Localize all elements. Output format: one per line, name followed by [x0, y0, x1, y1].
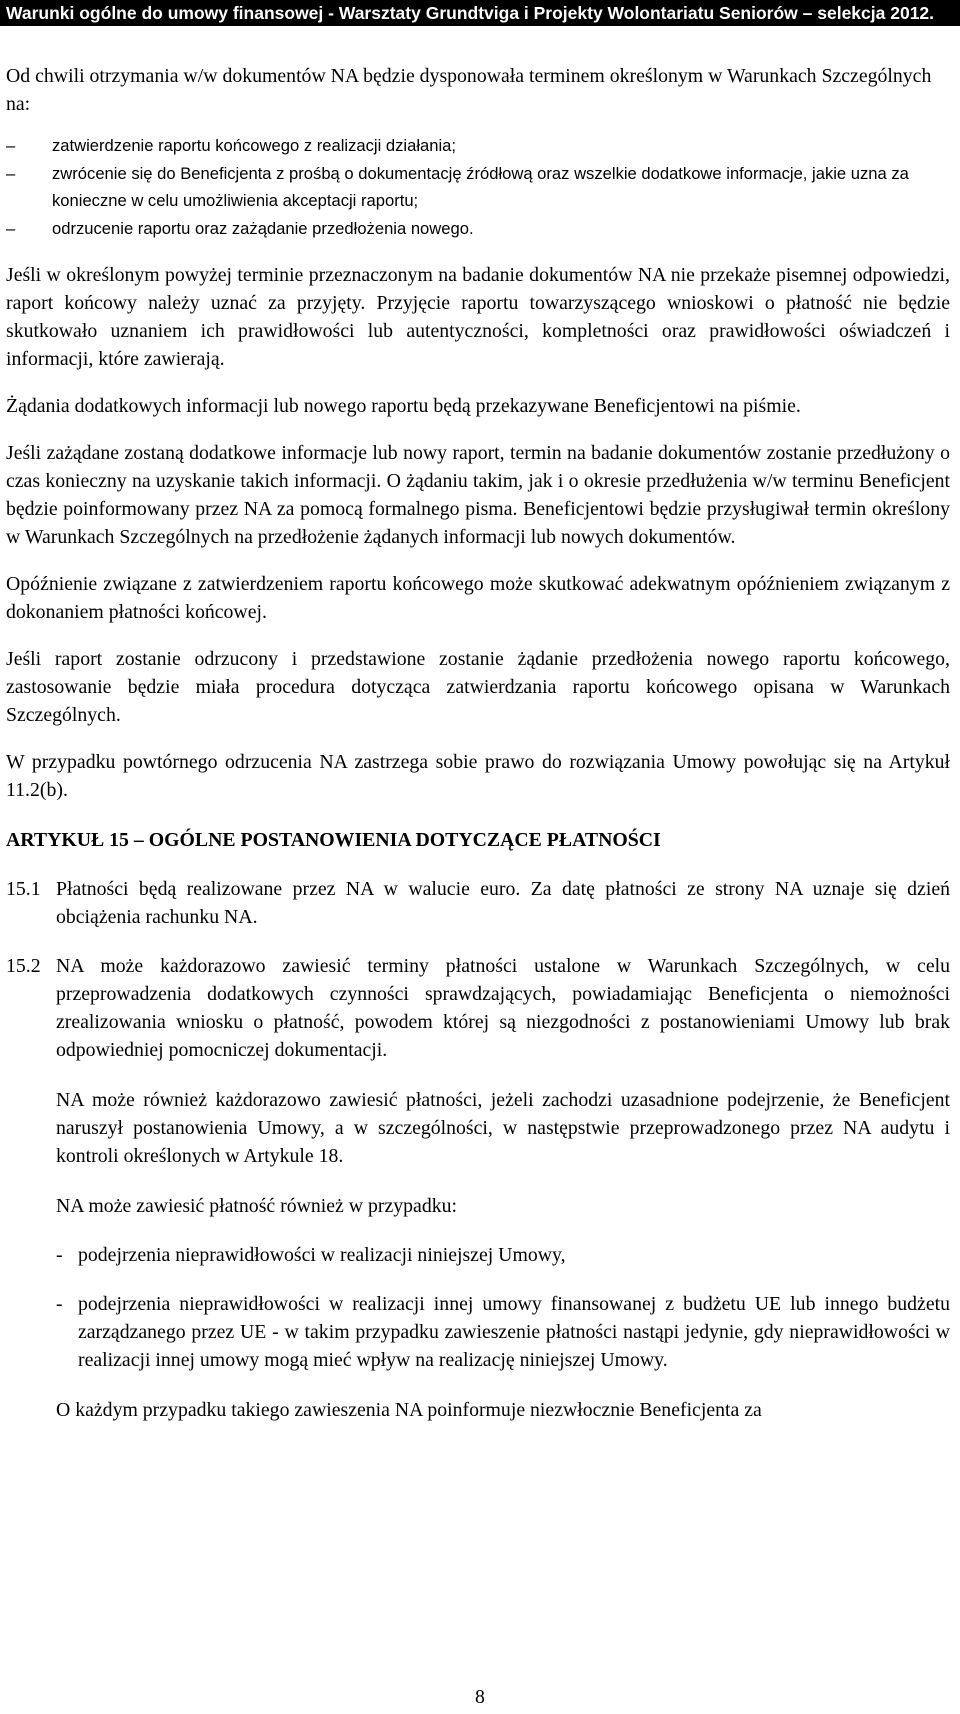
section-text: Płatności będą realizowane przez NA w walucie euro. Za datę płatności ze strony NA uznaje się dzień obciążenia rachunku NA.: [56, 878, 950, 928]
page-number: 8: [475, 1686, 485, 1708]
paragraph-acceptance: Jeśli w określonym powyżej terminie przeznaczonym na badanie dokumentów NA nie przekaże pisemnej odpowiedzi, raport końcowy należy uznać za przyjęty. Przyjęcie raportu towarzyszącego wnioskowi o płatność nie będzie skutkowało uznaniem ich prawidłowości lub autentyczności, kompletności oraz prawidłowości oświadczeń i informacji, które zawierają.: [6, 264, 950, 370]
intro-lead: Od chwili otrzymania w/w dokumentów NA będzie dysponowała terminem określonym w Warunkach Szczególnych na:: [6, 65, 932, 115]
paragraph-rejection: Jeśli raport zostanie odrzucony i przedstawione zostanie żądanie przedłożenia nowego raportu końcowego, zastosowanie będzie miała procedura dotycząca zatwierdzania raportu końcowego opisana w Warunkach Szczególnych.: [6, 648, 950, 726]
article-heading: ARTYKUŁ 15 – OGÓLNE POSTANOWIENIA DOTYCZĄCE PŁATNOŚCI: [6, 829, 661, 851]
section-15-2-paragraph-3: NA może zawiesić płatność również w przypadku:: [56, 1195, 457, 1217]
section-number: 15.2: [6, 955, 41, 977]
suspension-case-text: podejrzenia nieprawidłowości w realizacji niniejszej Umowy,: [78, 1244, 566, 1266]
section-15-2: [6, 952, 950, 1064]
header-title: Warunki ogólne do umowy finansowej - Warsztaty Grundtviga i Projekty Wolontariatu Seniorów – selekcja 2012.: [6, 3, 935, 23]
paragraph-termination: W przypadku powtórnego odrzucenia NA zastrzega sobie prawo do rozwiązania Umowy powołując się na Artykuł 11.2(b).: [6, 751, 950, 801]
paragraph-delay: Opóźnienie związane z zatwierdzeniem raportu końcowego może skutkować adekwatnym opóźnieniem związanym z dokonaniem płatności końcowej.: [6, 573, 950, 623]
document-running-header: [0, 0, 960, 26]
suspension-case-item: [6, 1241, 950, 1269]
list-item: [6, 160, 950, 215]
paragraph-extension: Jeśli zażądane zostaną dodatkowe informacje lub nowy raport, termin na badanie dokumentów zostanie przedłużony o czas konieczny na uzyskanie takich informacji. O żądaniu takim, jak i o okresie przedłużenia w/w terminu Beneficjent będzie poinformowany przez NA za pomocą formalnego pisma. Beneficjentowi będzie przysługiwał termin określony w Warunkach Szczególnych na przedłożenie żądanych informacji lub nowych dokumentów.: [6, 442, 950, 548]
section-15-2-paragraph-2: NA może również każdorazowo zawiesić płatności, jeżeli zachodzi uzasadnione podejrzenie, że Beneficjent naruszył postanowienia Umowy, a w szczególności, w następstwie przeprowadzonego przez NA audytu i kontroli określonych w Artykule 18.: [56, 1089, 950, 1167]
list-item-text: odrzucenie raportu oraz zażądanie przedłożenia nowego.: [52, 218, 474, 238]
hyphen-bullet: -: [56, 1293, 63, 1315]
document-page: [6, 62, 950, 1424]
hyphen-bullet: -: [56, 1244, 63, 1266]
dash-list: [6, 132, 950, 242]
suspension-case-item: [6, 1290, 950, 1374]
section-15-1: [6, 875, 950, 931]
section-number: 15.1: [6, 878, 41, 900]
suspension-case-text: podejrzenia nieprawidłowości w realizacji innej umowy finansowanej z budżetu UE lub innego budżetu zarządzanego przez UE - w takim przypadku zawieszenie płatności nastąpi jedynie, gdy nieprawidłowości w realizacji innej umowy mogą mieć wpływ na realizację niniejszej Umowy.: [78, 1293, 950, 1371]
closing-paragraph: O każdym przypadku takiego zawieszenia NA poinformuje niezwłocznie Beneficjenta za: [56, 1399, 762, 1421]
list-item-text: zatwierdzenie raportu końcowego z realizacji działania;: [52, 136, 456, 155]
paragraph-requests: Żądania dodatkowych informacji lub nowego raportu będą przekazywane Beneficjentowi na piśmie.: [6, 395, 801, 417]
list-item-text: zwrócenie się do Beneficjenta z prośbą o dokumentację źródłową oraz wszelkie dodatkowe informacje, jakie uzna za konieczne w celu umożliwienia akceptacji raportu;: [52, 163, 909, 210]
list-item: [6, 132, 950, 160]
dash-bullet: –: [6, 136, 16, 155]
dash-bullet: –: [6, 218, 16, 238]
list-item: [6, 215, 950, 243]
dash-bullet: –: [6, 163, 16, 183]
section-text: NA może każdorazowo zawiesić terminy płatności ustalone w Warunkach Szczególnych, w celu przeprowadzenia dodatkowych czynności sprawdzających, powiadamiając Beneficjenta o niemożności zrealizowania wniosku o płatność, powodem której są niezgodności z postanowieniami Umowy lub brak odpowiedniej pomocniczej dokumentacji.: [56, 955, 950, 1061]
